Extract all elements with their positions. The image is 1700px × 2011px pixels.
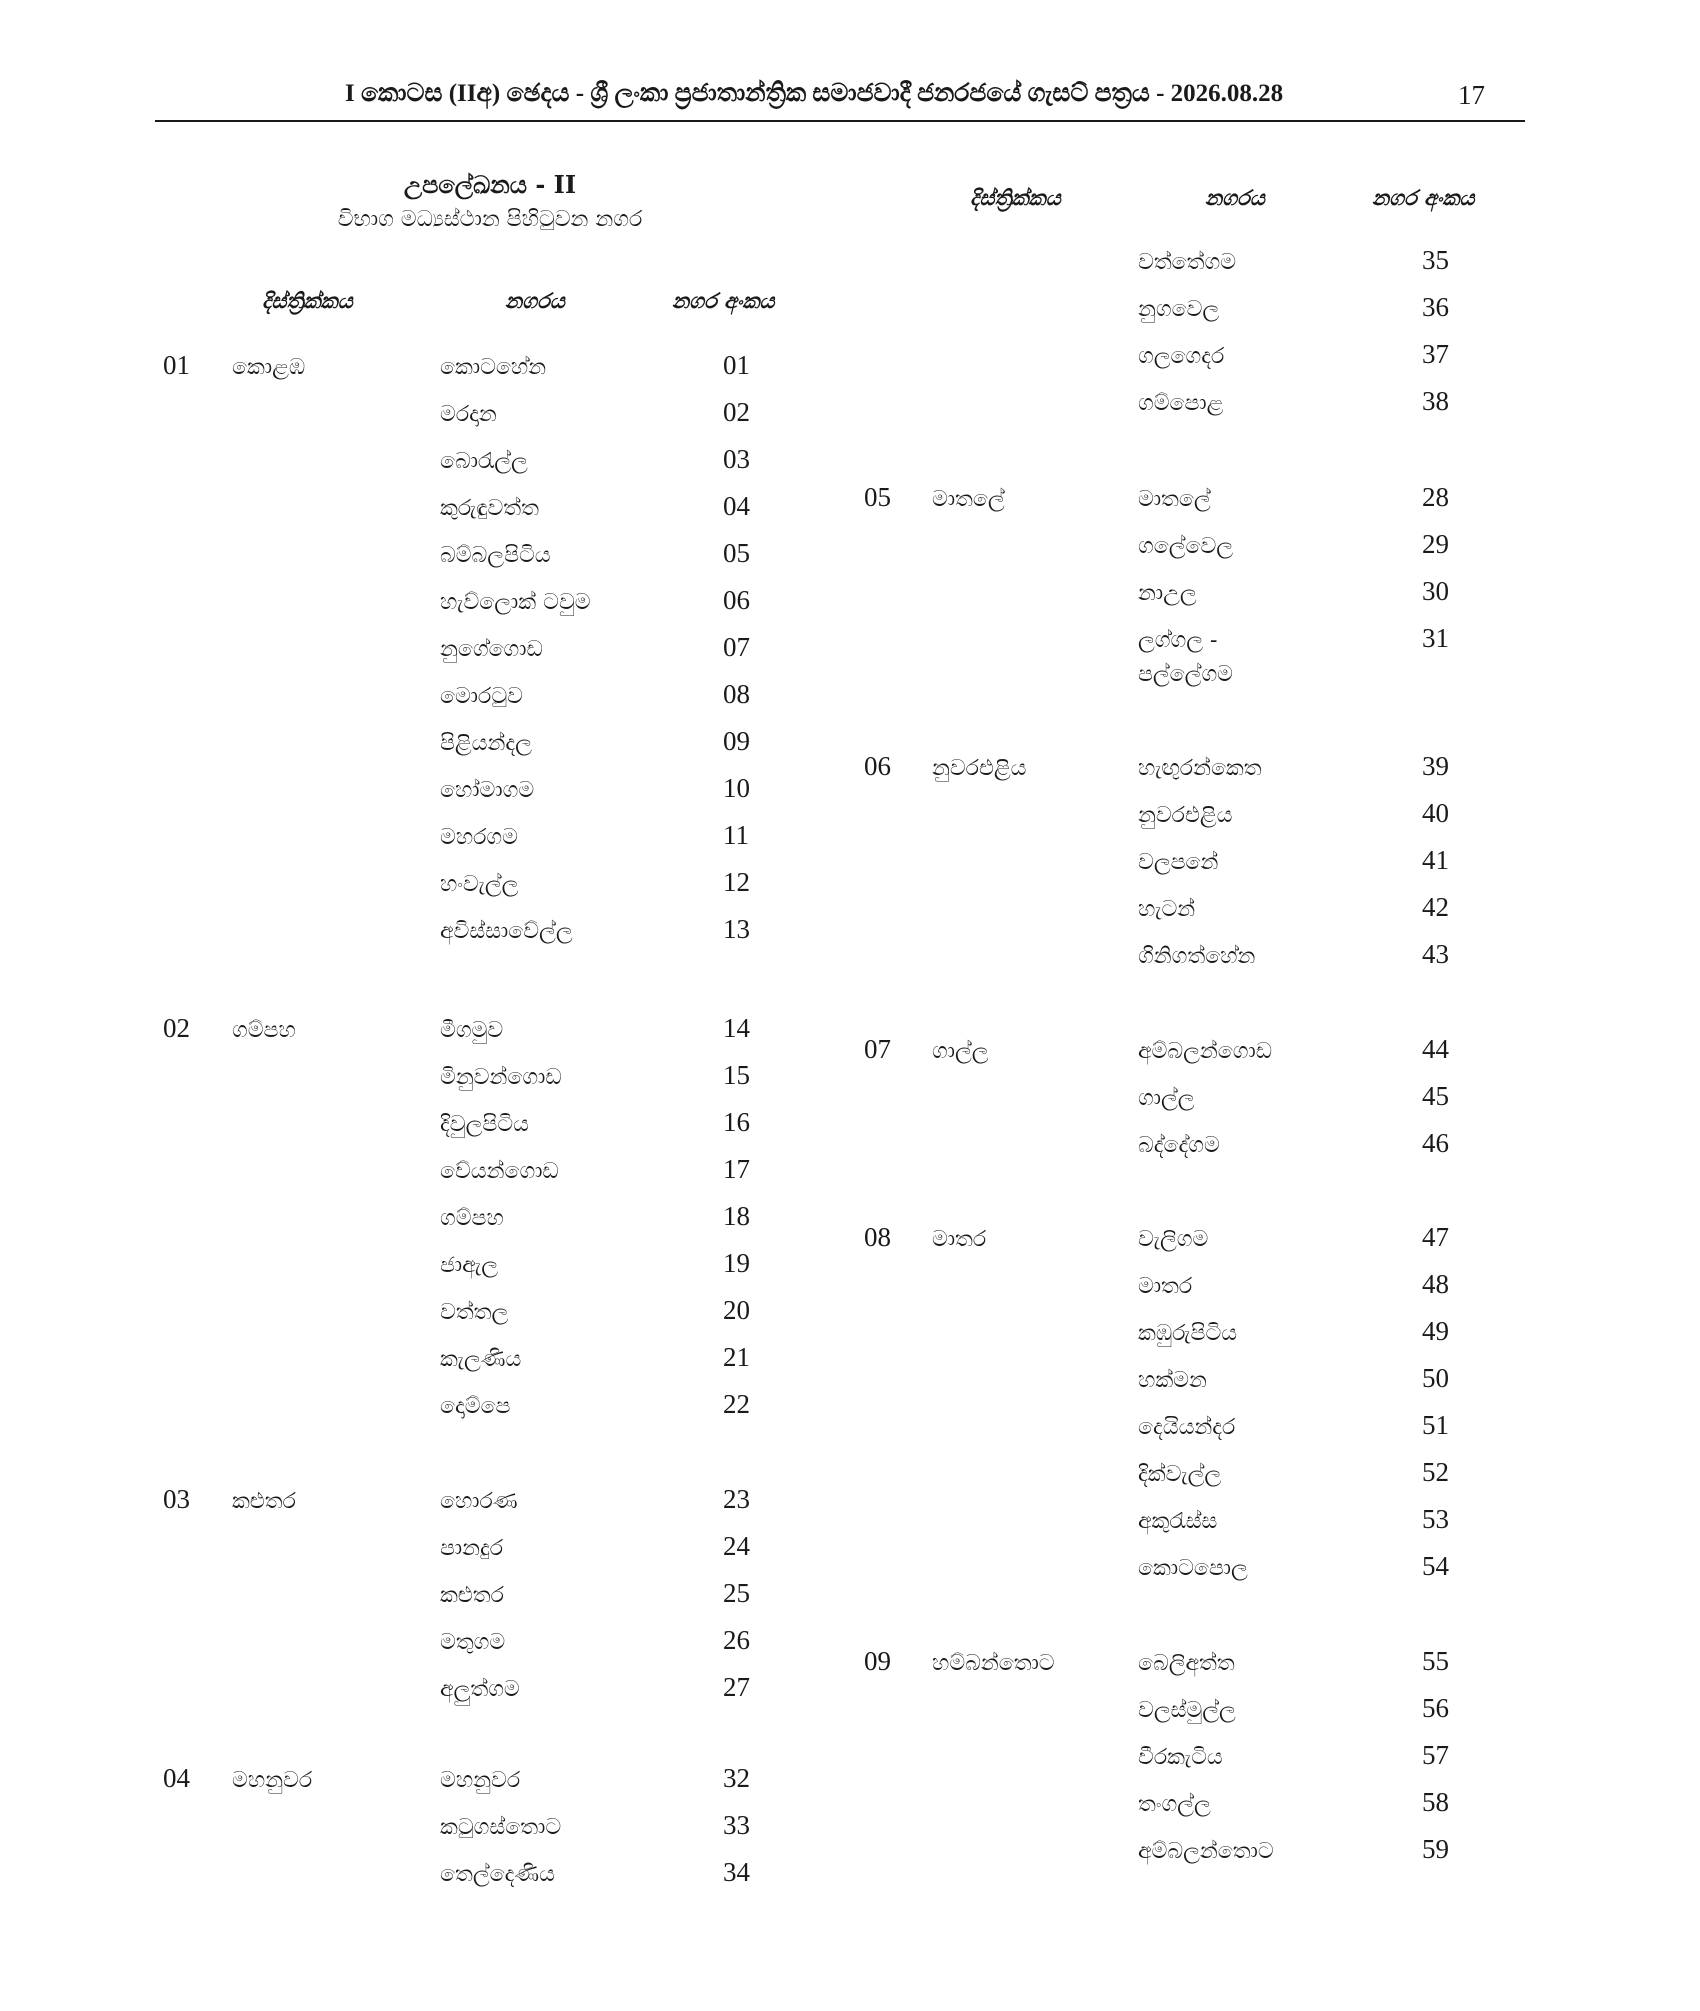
town-number: 55 [1422, 1646, 1449, 1676]
town-name: හංවැල්ල [440, 872, 519, 897]
town-name: පිළියන්දල [440, 731, 532, 756]
town-number: 15 [723, 1060, 750, 1090]
right-col-district-header: දිස්ත්‍රික්කය [970, 185, 1061, 210]
town-name: වලපනේ [1138, 850, 1219, 875]
town-number: 28 [1422, 482, 1449, 512]
town-name: අවිස්සාවේල්ල [440, 919, 573, 944]
district-number: 07 [864, 1034, 891, 1064]
town-number: 34 [723, 1857, 750, 1887]
town-number: 33 [723, 1810, 750, 1840]
town-number: 14 [723, 1013, 750, 1043]
town-number: 27 [723, 1672, 750, 1702]
schedule-title: උපලේඛනය - II [403, 170, 577, 199]
district-name: මාතර [932, 1227, 987, 1252]
district-name: ගම්පහ [232, 1018, 296, 1043]
town-name: ගාල්ල [1138, 1086, 1195, 1111]
town-number: 37 [1422, 339, 1449, 369]
town-name: කැලණිය [440, 1347, 522, 1372]
town-number: 48 [1422, 1269, 1449, 1299]
town-name: හැව්ලොක් ටවුම [440, 590, 591, 615]
town-name: කුරුඳුවත්ත [440, 496, 540, 521]
town-name: වේයන්ගොඩ [440, 1159, 559, 1184]
town-name: මාතලේ [1138, 487, 1211, 512]
town-name: කටුගස්තොට [440, 1815, 562, 1840]
town-number: 06 [723, 585, 750, 615]
town-number: 57 [1422, 1740, 1449, 1770]
town-number: 29 [1422, 529, 1449, 559]
town-number: 50 [1422, 1363, 1449, 1393]
town-name: වලස්මුල්ල [1138, 1698, 1236, 1723]
town-name: නුගවෙල [1138, 297, 1220, 322]
town-number: 42 [1422, 892, 1449, 922]
district-name: මාතලේ [932, 487, 1005, 512]
left-col-district-header: දිස්ත්‍රික්කය [262, 288, 353, 313]
town-name: අම්බලන්ගොඩ [1138, 1039, 1273, 1064]
town-number: 39 [1422, 751, 1449, 781]
town-name: තංගල්ල [1138, 1792, 1211, 1817]
town-number: 12 [723, 867, 750, 897]
town-number: 05 [723, 538, 750, 568]
town-name: ගිනිගත්හේන [1138, 944, 1256, 969]
town-name: හැඟුරන්කෙත [1138, 756, 1262, 781]
town-number: 13 [723, 914, 750, 944]
town-name: බොරැල්ල [440, 449, 528, 474]
town-name: මොරටුව [440, 684, 523, 709]
town-number: 24 [723, 1531, 750, 1561]
town-name: මහරගම [440, 825, 518, 850]
town-number: 45 [1422, 1081, 1449, 1111]
district-name: කොළඹ [232, 355, 306, 380]
district-name: නුවරඑළිය [932, 756, 1027, 781]
town-name: පානදුර [440, 1536, 504, 1561]
town-number: 21 [723, 1342, 750, 1372]
town-name: වත්තේගම [1138, 250, 1237, 275]
town-number: 40 [1422, 798, 1449, 828]
town-name: වැලිගම [1138, 1227, 1209, 1252]
town-name: මාතර [1138, 1274, 1193, 1299]
town-name: අලුත්ගම [440, 1677, 520, 1702]
town-number: 19 [723, 1248, 750, 1278]
header-title: I කොටස (IIඅ) ඡෙදය - ශ්‍රී ලංකා ප්‍රජාතාන්ත්‍රික සමාජවාදී ජනරජයේ ගැසට් පත්‍රය - 2026.08.28 [345, 80, 1284, 107]
town-number: 26 [723, 1625, 750, 1655]
district-number: 06 [864, 751, 891, 781]
town-name: ගම්පහ [440, 1206, 504, 1231]
town-number: 25 [723, 1578, 750, 1608]
town-number: 41 [1422, 845, 1449, 875]
district-name: කළුතර [232, 1489, 296, 1514]
town-name: නුවරඑළිය [1138, 803, 1233, 828]
town-number: 18 [723, 1201, 750, 1231]
town-name: බද්දේගම [1138, 1133, 1220, 1158]
town-name: බෙලිඅත්ත [1138, 1651, 1235, 1676]
right-col-town-header: නගරය [1205, 185, 1265, 210]
town-name: මිනුවන්ගොඩ [440, 1065, 562, 1090]
town-number: 58 [1422, 1787, 1449, 1817]
town-name: තෙල්දෙණිය [440, 1862, 555, 1887]
gazette-header [155, 76, 1525, 122]
town-number: 02 [723, 397, 750, 427]
town-number: 17 [723, 1154, 750, 1184]
town-name: මතුගම [440, 1630, 506, 1655]
right-col-town-no-header: නගර අංකය [1372, 185, 1475, 210]
town-number: 20 [723, 1295, 750, 1325]
town-name: මහනුවර [440, 1768, 521, 1793]
town-name: හැටන් [1138, 897, 1196, 922]
town-number: 59 [1422, 1834, 1449, 1864]
town-name: හෝමාගම [440, 778, 535, 803]
district-number: 04 [163, 1763, 190, 1793]
town-name: දික්වැල්ල [1138, 1462, 1222, 1487]
district-name: හම්බන්තොට [932, 1651, 1055, 1676]
town-name: කොටපොල [1138, 1556, 1248, 1581]
town-number: 04 [723, 491, 750, 521]
town-name: ගම්පොළ [1138, 391, 1224, 416]
town-name: ගලගෙදර [1138, 344, 1225, 369]
town-name: වීරකැටිය [1138, 1745, 1223, 1770]
district-number: 03 [163, 1484, 190, 1514]
town-number: 31 [1422, 623, 1449, 653]
town-number: 10 [723, 773, 750, 803]
district-number: 05 [864, 482, 891, 512]
district-number: 01 [163, 350, 190, 380]
town-number: 51 [1422, 1410, 1449, 1440]
town-name: හක්මන [1138, 1368, 1207, 1393]
town-number: 23 [723, 1484, 750, 1514]
schedule-subtitle: විභාග මධ්‍යස්ථාන පිහිටුවන නගර [337, 207, 643, 232]
page-number: 17 [1458, 80, 1485, 110]
district-name: ගාල්ල [932, 1039, 989, 1064]
town-number: 47 [1422, 1222, 1449, 1252]
town-number: 56 [1422, 1693, 1449, 1723]
district-number: 08 [864, 1222, 891, 1252]
town-number: 32 [723, 1763, 750, 1793]
town-number: 30 [1422, 576, 1449, 606]
town-number: 09 [723, 726, 750, 756]
district-number: 09 [864, 1646, 891, 1676]
town-name: ලග්ගල - පල්ලේගම [1138, 628, 1233, 687]
town-number: 53 [1422, 1504, 1449, 1534]
town-number: 22 [723, 1389, 750, 1419]
town-name: අම්බලන්තොට [1138, 1839, 1274, 1864]
district-name: මහනුවර [232, 1768, 313, 1793]
left-col-town-header: නගරය [505, 288, 565, 313]
town-number: 07 [723, 632, 750, 662]
town-name: මරදාන [440, 402, 497, 427]
town-number: 46 [1422, 1128, 1449, 1158]
town-number: 03 [723, 444, 750, 474]
town-number: 35 [1422, 245, 1449, 275]
town-name: ජාඇල [440, 1253, 499, 1278]
town-name: දිවුලපිටිය [440, 1112, 529, 1137]
town-number: 54 [1422, 1551, 1449, 1581]
town-number: 43 [1422, 939, 1449, 969]
left-col-town-no-header: නගර අංකය [672, 288, 775, 313]
town-number: 44 [1422, 1034, 1449, 1064]
town-name: අකුරැස්ස [1138, 1509, 1218, 1534]
town-number: 52 [1422, 1457, 1449, 1487]
town-name: වත්තල [440, 1300, 509, 1325]
town-name: නුගේගොඩ [440, 637, 543, 662]
town-name: කොටහේන [440, 355, 547, 380]
town-number: 16 [723, 1107, 750, 1137]
town-name: බම්බලපිටිය [440, 543, 551, 568]
town-name: මීගමුව [440, 1018, 504, 1043]
town-number: 38 [1422, 386, 1449, 416]
town-name: කඹුරුපිටිය [1138, 1321, 1238, 1346]
town-name: නාඋල [1138, 581, 1197, 606]
town-number: 08 [723, 679, 750, 709]
town-number: 01 [723, 350, 750, 380]
town-number: 36 [1422, 292, 1449, 322]
town-number: 49 [1422, 1316, 1449, 1346]
town-name: දොම්පෙ [440, 1394, 511, 1419]
town-name: ගලේවෙල [1138, 534, 1234, 559]
district-number: 02 [163, 1013, 190, 1043]
town-name: හොරණ [440, 1489, 518, 1514]
town-name: කළුතර [440, 1583, 504, 1608]
town-number: 11 [723, 820, 749, 850]
town-name: දෙයියන්දර [1138, 1415, 1236, 1440]
